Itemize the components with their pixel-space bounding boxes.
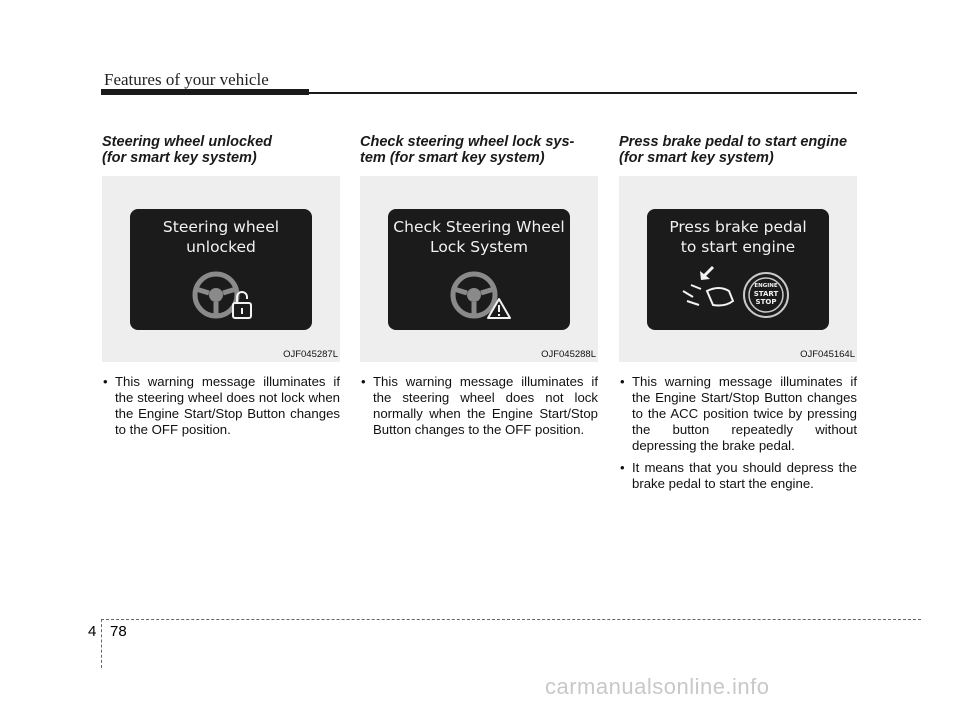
chapter-number: 4 — [88, 623, 97, 640]
bullet-item: • This warning message illuminates if the steering wheel does not lock when the Engine Start/Stop Button changes to the OFF position. — [103, 374, 340, 437]
bullet-list — [102, 374, 340, 438]
display-text: Lock System — [429, 238, 529, 256]
bullet-list — [360, 374, 598, 438]
footer-rule — [101, 619, 921, 620]
steering-wheel-icon — [195, 274, 237, 316]
header-rule-thick — [101, 89, 309, 95]
figure-code: OJF045287L — [283, 349, 338, 360]
bullet-text: This warning message illuminates if the steering wheel does not lock normally when the Engine Start/Stop Button changes to the OFF position. — [373, 374, 598, 437]
heading-line: Steering wheel unlocked — [102, 134, 273, 150]
display-text: to start engine — [680, 238, 796, 256]
section-title: Features of your vehicle — [104, 70, 269, 89]
header-rule-thin — [309, 92, 857, 94]
footer-divider — [101, 619, 102, 668]
display-text: unlocked — [186, 238, 256, 256]
cluster-display — [130, 209, 312, 330]
display-text: Press brake pedal — [669, 218, 807, 236]
column-press-brake-pedal — [619, 134, 857, 498]
engine-button-text: STOP — [755, 298, 777, 306]
cluster-figure — [619, 176, 857, 362]
bullet-item: • This warning message illuminates if the steering wheel does not lock normally when the Engine Start/Stop Button changes to the OFF position. — [361, 374, 598, 437]
bullet-item: • This warning message illuminates if the Engine Start/Stop Button changes to the ACC position twice by pressing the button repeatedly without depressing the brake pedal. — [620, 374, 857, 453]
cluster-display — [388, 209, 570, 330]
watermark: carmanualsonline.info — [545, 674, 770, 699]
heading-line: (for smart key system) — [102, 150, 257, 166]
column-check-steering-lock — [360, 134, 598, 444]
column-heading — [102, 134, 340, 174]
column-steering-unlocked — [102, 134, 340, 444]
cluster-display — [647, 209, 829, 330]
bullet-list — [619, 374, 857, 492]
engine-button-text: ENGINE — [754, 283, 778, 289]
engine-button-label — [748, 282, 784, 306]
bullet-text: This warning message illuminates if the Engine Start/Stop Button changes to the ACC position twice by pressing the button repeatedly without depressing the brake pedal. — [632, 374, 857, 453]
arrow-icon — [700, 267, 713, 280]
cluster-figure — [360, 176, 598, 362]
cluster-figure — [102, 176, 340, 362]
engine-button-text: START — [753, 290, 779, 298]
page-number: 78 — [110, 623, 127, 640]
figure-code: OJF045288L — [541, 349, 596, 360]
heading-line: Press brake pedal to start engine — [619, 134, 848, 150]
display-text: Check Steering Wheel — [393, 218, 565, 236]
heading-line: tem (for smart key system) — [360, 150, 545, 166]
display-text: Steering wheel — [162, 218, 280, 236]
heading-line: Check steering wheel lock sys- — [360, 134, 575, 150]
bullet-item: • It means that you should depress the brake pedal to start the engine. — [620, 460, 857, 491]
figure-code: OJF045164L — [800, 349, 855, 360]
heading-line: (for smart key system) — [619, 150, 774, 166]
brake-pedal-icon — [683, 285, 733, 306]
column-heading — [619, 134, 857, 174]
steering-wheel-icon — [453, 274, 495, 316]
bullet-text: It means that you should depress the brake pedal to start the engine. — [632, 460, 857, 491]
bullet-text: This warning message illuminates if the steering wheel does not lock when the Engine Start/Stop Button changes to the OFF position. — [115, 374, 340, 437]
column-heading — [360, 134, 598, 174]
